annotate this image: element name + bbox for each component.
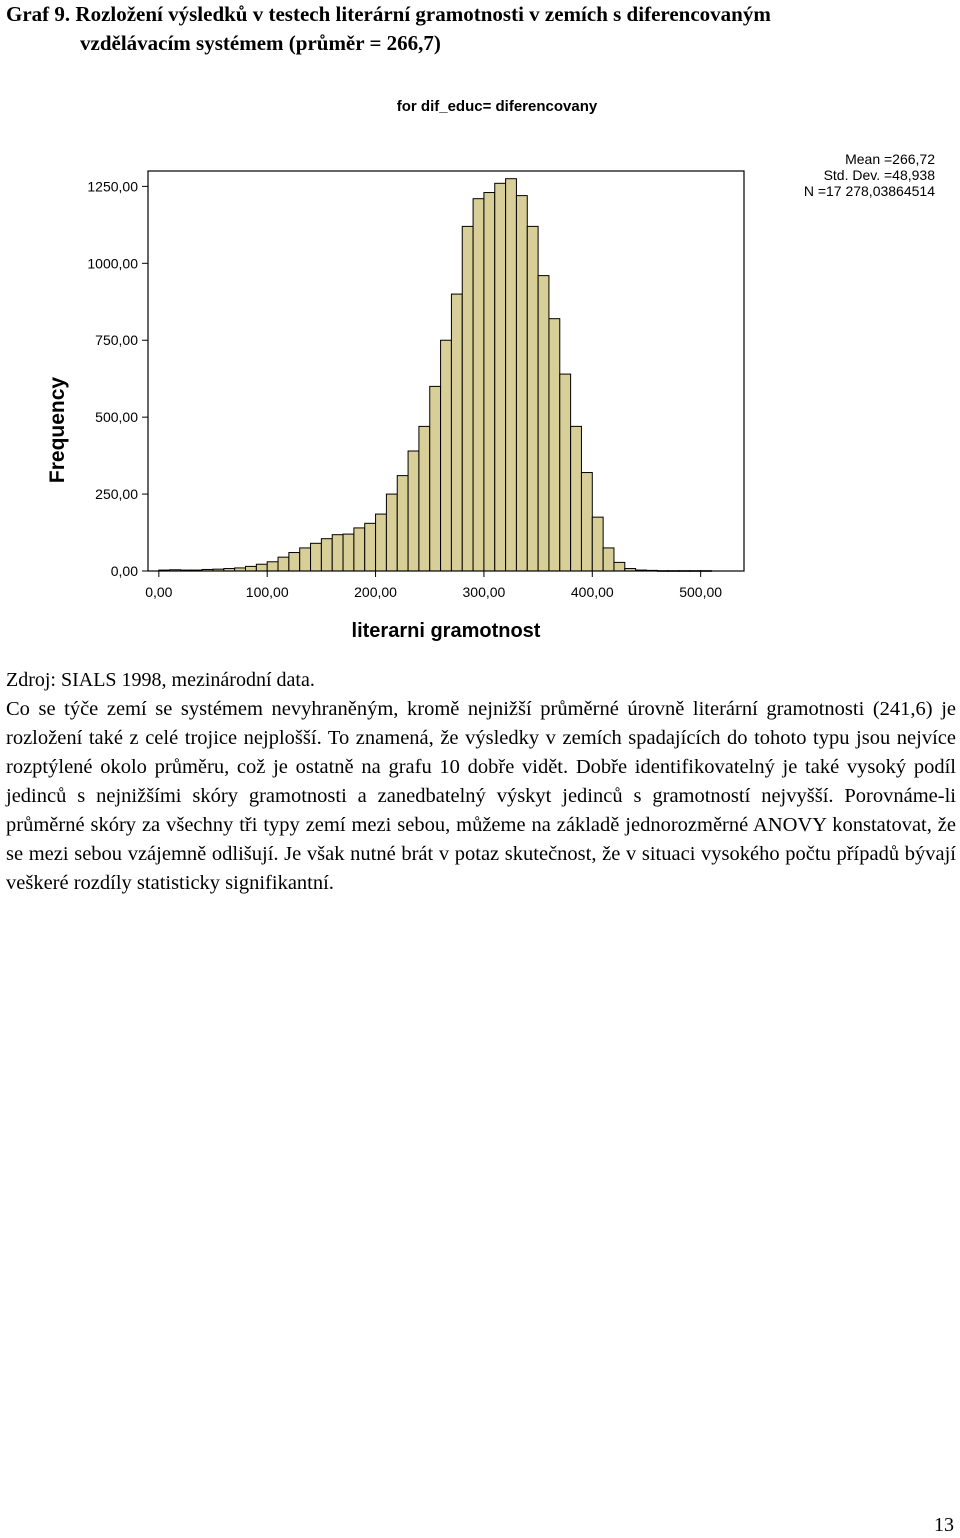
histogram-bar [311,543,322,571]
x-axis-ticks [145,571,722,600]
histogram-chart [0,84,960,654]
histogram-bar [538,276,549,571]
histogram-bar [430,386,441,571]
histogram-bar [289,553,300,571]
y-tick-label: 250,00 [95,486,138,503]
histogram-bar [603,548,614,571]
y-tick-label: 1250,00 [87,178,138,195]
y-axis-ticks [87,178,148,579]
y-tick-label: 500,00 [95,409,138,426]
histogram-bar [376,514,387,571]
histogram-bar [256,564,267,571]
histogram-bar [246,566,257,571]
histogram-bar [343,534,354,571]
source-note: Zdroj: SIALS 1998, mezinárodní data. [6,669,315,691]
stats-line: Std. Dev. =48,938 [823,167,935,183]
histogram-bar [321,539,332,571]
histogram-bar [462,226,473,571]
histogram-bar [365,523,376,571]
histogram-bar [495,183,506,571]
histogram-bar [386,494,397,571]
chart-stats-box [804,151,935,199]
histogram-bar [516,196,527,571]
caption-line-1: Graf 9. Rozložení výsledků v testech literární gramotnosti v zemích s diferencovaným [6,2,771,26]
histogram-bar [484,193,495,571]
paragraph-text: Co se týče zemí se systémem nevyhraněným, kromě nejnižší průměrné úrovně literární gramotnosti (241,6) je rozložení také z celé trojice nejplošší. To znamená, že výsledky v zemích spadajících do tohoto typu jsou nejvíce rozptýlené okolo průměru, což je ostatně na grafu 10 dobře vidět. Dobře identifikovatelný je také vysoký podíl jedinců s nejnižšími skóry gramotnosti a zanedbatelný výskyt jedinců s gramotností nejvyšší. Porovnáme-li průměrné skóry za všechny tři typy zemí mezi sebou, můžeme na základě jednorozměrné ANOVY konstatovat, že se mezi sebou vzájemně odlišují. Je však nutné brát v potaz skutečnost, že v situaci vysokého počtu případů bývají veškeré rozdíly statisticky signifikantní. [6,698,956,894]
histogram-bar [527,226,538,571]
figure-caption [6,0,954,58]
histogram-bar [441,340,452,571]
histogram-bar [581,473,592,571]
chart-title: for dif_educ= diferencovany [396,98,598,115]
y-tick-label: 750,00 [95,332,138,349]
x-tick-label: 200,00 [354,584,397,600]
x-tick-label: 300,00 [462,584,506,600]
x-tick-label: 500,00 [679,584,723,600]
histogram-bar [451,294,462,571]
histogram-bar [354,528,365,571]
x-tick-label: 400,00 [570,584,614,600]
histogram-bar [267,562,278,571]
histogram-bar [419,426,430,571]
histogram-bar [300,548,311,571]
x-tick-label: 100,00 [245,584,289,600]
histogram-bar [332,535,343,571]
histogram-bar [592,517,603,571]
histogram-bar [571,426,582,571]
histogram-bar [473,199,484,571]
body-paragraph [6,695,956,898]
histogram-bar [278,557,289,571]
stats-line: N =17 278,03864514 [803,183,935,199]
caption-line-2: vzdělávacím systémem (průměr = 266,7) [80,31,441,55]
histogram-bar [549,319,560,571]
stats-line: Mean =266,72 [845,151,935,167]
histogram-bar [397,476,408,571]
y-axis-label: Frequency [46,376,69,484]
histogram-bar [506,179,517,571]
histogram-bars [159,179,712,572]
x-axis-label: literarni gramotnost [351,620,541,642]
y-tick-label: 0,00 [110,563,138,579]
x-tick-label: 0,00 [145,584,173,600]
histogram-bar [614,562,625,571]
y-tick-label: 1000,00 [87,255,138,272]
histogram-bar [560,374,571,571]
page-number: 13 [934,1514,954,1536]
histogram-bar [408,451,419,571]
